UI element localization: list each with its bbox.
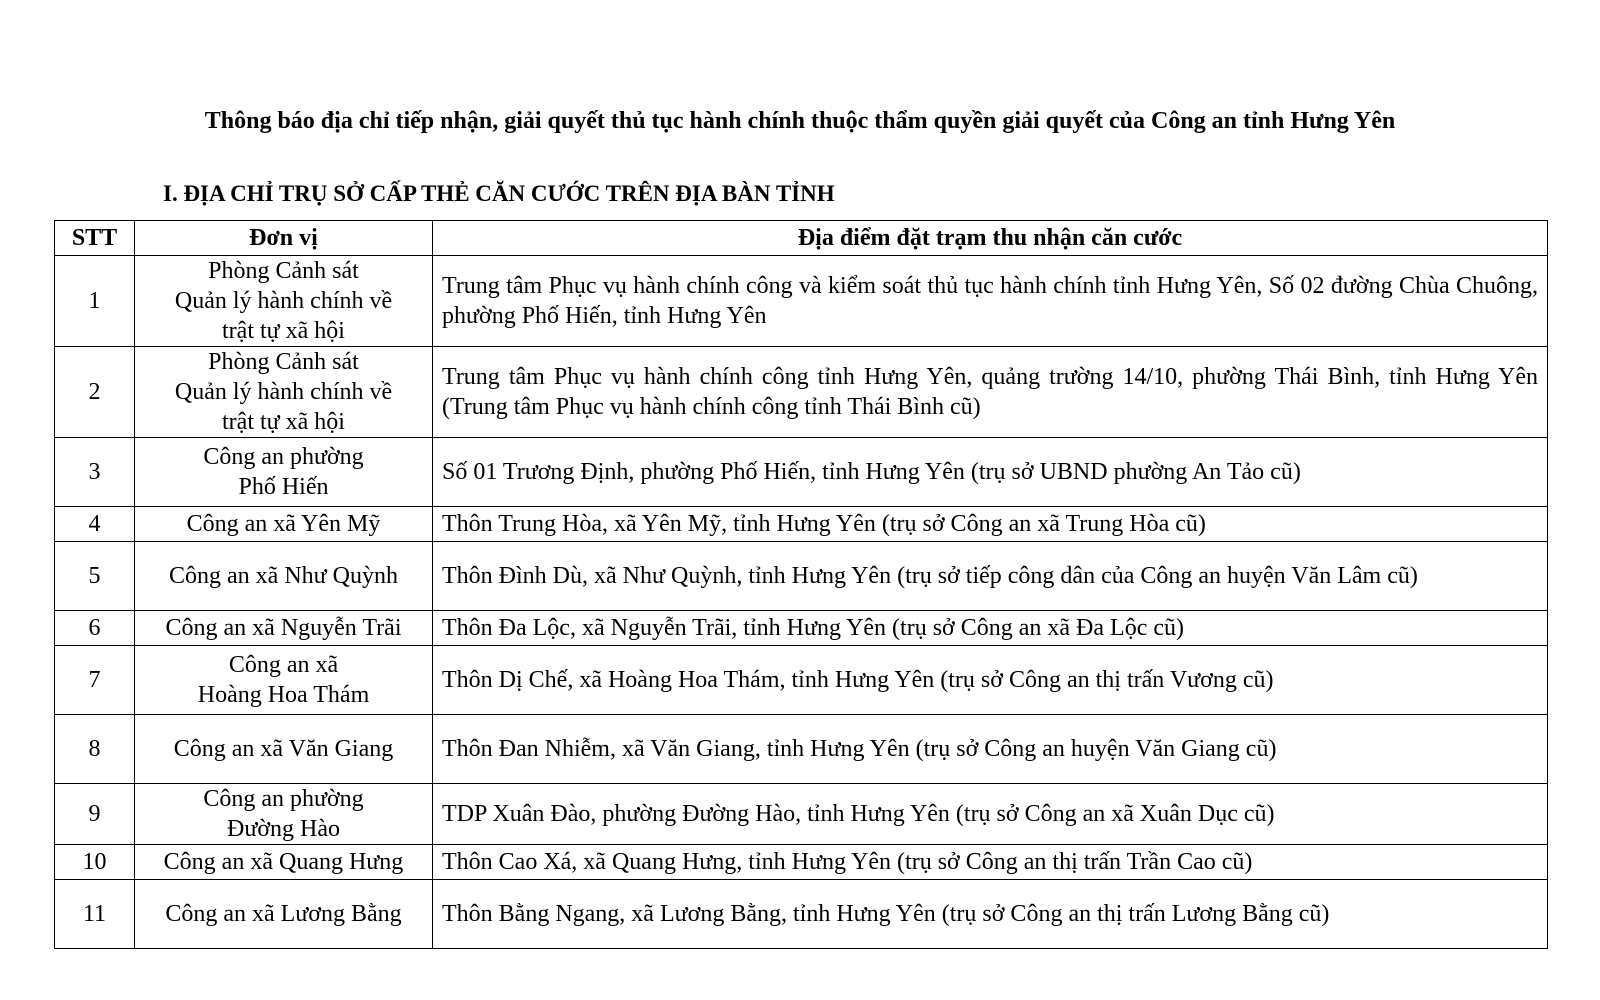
row-unit: Công an xã Hoàng Hoa Thám <box>135 646 433 715</box>
table-row <box>55 347 1548 438</box>
row-unit: Công an phường Phố Hiến <box>135 438 433 507</box>
table-row <box>55 507 1548 542</box>
row-stt: 4 <box>55 507 135 542</box>
document-title: Thông báo địa chỉ tiếp nhận, giải quyết thủ tục hành chính thuộc thẩm quyền giải quyết của Công an tỉnh Hưng Yên <box>204 108 1396 134</box>
table-row <box>55 845 1548 880</box>
row-stt: 9 <box>55 784 135 845</box>
row-place: Trung tâm Phục vụ hành chính công và kiểm soát thủ tục hành chính tỉnh Hưng Yên, Số 02 đường Chùa Chuông, phường Phố Hiến, tỉnh Hưng Yên <box>433 256 1548 347</box>
row-unit: Công an phường Đường Hào <box>135 784 433 845</box>
section-heading: I. ĐỊA CHỈ TRỤ SỞ CẤP THẺ CĂN CƯỚC TRÊN ĐỊA BÀN TỈNH <box>163 181 835 206</box>
table-row <box>55 715 1548 784</box>
row-unit: Công an xã Quang Hưng <box>135 845 433 880</box>
table-row <box>55 784 1548 845</box>
row-place: Thôn Đình Dù, xã Như Quỳnh, tỉnh Hưng Yên (trụ sở tiếp công dân của Công an huyện Văn Lâm cũ) <box>433 542 1548 611</box>
row-stt: 3 <box>55 438 135 507</box>
table-row <box>55 880 1548 949</box>
row-unit: Phòng Cảnh sát Quản lý hành chính về trật tự xã hội <box>135 347 433 438</box>
table-row <box>55 438 1548 507</box>
row-stt: 2 <box>55 347 135 438</box>
row-stt: 10 <box>55 845 135 880</box>
table-row <box>55 611 1548 646</box>
row-stt: 5 <box>55 542 135 611</box>
row-place: Thôn Đa Lộc, xã Nguyễn Trãi, tỉnh Hưng Yên (trụ sở Công an xã Đa Lộc cũ) <box>433 611 1548 646</box>
row-unit: Công an xã Nguyễn Trãi <box>135 611 433 646</box>
header-place: Địa điểm đặt trạm thu nhận căn cước <box>433 221 1548 256</box>
row-place: Thôn Cao Xá, xã Quang Hưng, tỉnh Hưng Yên (trụ sở Công an thị trấn Trần Cao cũ) <box>433 845 1548 880</box>
row-unit: Công an xã Như Quỳnh <box>135 542 433 611</box>
row-place: Thôn Đan Nhiễm, xã Văn Giang, tỉnh Hưng Yên (trụ sở Công an huyện Văn Giang cũ) <box>433 715 1548 784</box>
row-unit: Phòng Cảnh sát Quản lý hành chính về trật tự xã hội <box>135 256 433 347</box>
table-row <box>55 646 1548 715</box>
row-unit: Công an xã Lương Bằng <box>135 880 433 949</box>
row-unit: Công an xã Văn Giang <box>135 715 433 784</box>
header-stt: STT <box>55 221 135 256</box>
table-header-row <box>55 221 1548 256</box>
table-row <box>55 256 1548 347</box>
row-stt: 1 <box>55 256 135 347</box>
row-stt: 11 <box>55 880 135 949</box>
row-place: Số 01 Trương Định, phường Phố Hiến, tỉnh Hưng Yên (trụ sở UBND phường An Tảo cũ) <box>433 438 1548 507</box>
row-place: Trung tâm Phục vụ hành chính công tỉnh Hưng Yên, quảng trường 14/10, phường Thái Bình, tỉnh Hưng Yên (Trung tâm Phục vụ hành chính công tỉnh Thái Bình cũ) <box>433 347 1548 438</box>
table-row <box>55 542 1548 611</box>
header-unit: Đơn vị <box>135 221 433 256</box>
row-stt: 6 <box>55 611 135 646</box>
row-place: TDP Xuân Đào, phường Đường Hào, tỉnh Hưng Yên (trụ sở Công an xã Xuân Dục cũ) <box>433 784 1548 845</box>
row-place: Thôn Dị Chế, xã Hoàng Hoa Thám, tỉnh Hưng Yên (trụ sở Công an thị trấn Vương cũ) <box>433 646 1548 715</box>
row-place: Thôn Trung Hòa, xã Yên Mỹ, tỉnh Hưng Yên (trụ sở Công an xã Trung Hòa cũ) <box>433 507 1548 542</box>
row-unit: Công an xã Yên Mỹ <box>135 507 433 542</box>
row-place: Thôn Bằng Ngang, xã Lương Bằng, tỉnh Hưng Yên (trụ sở Công an thị trấn Lương Bằng cũ) <box>433 880 1548 949</box>
id-card-office-table <box>54 220 1548 949</box>
row-stt: 7 <box>55 646 135 715</box>
row-stt: 8 <box>55 715 135 784</box>
